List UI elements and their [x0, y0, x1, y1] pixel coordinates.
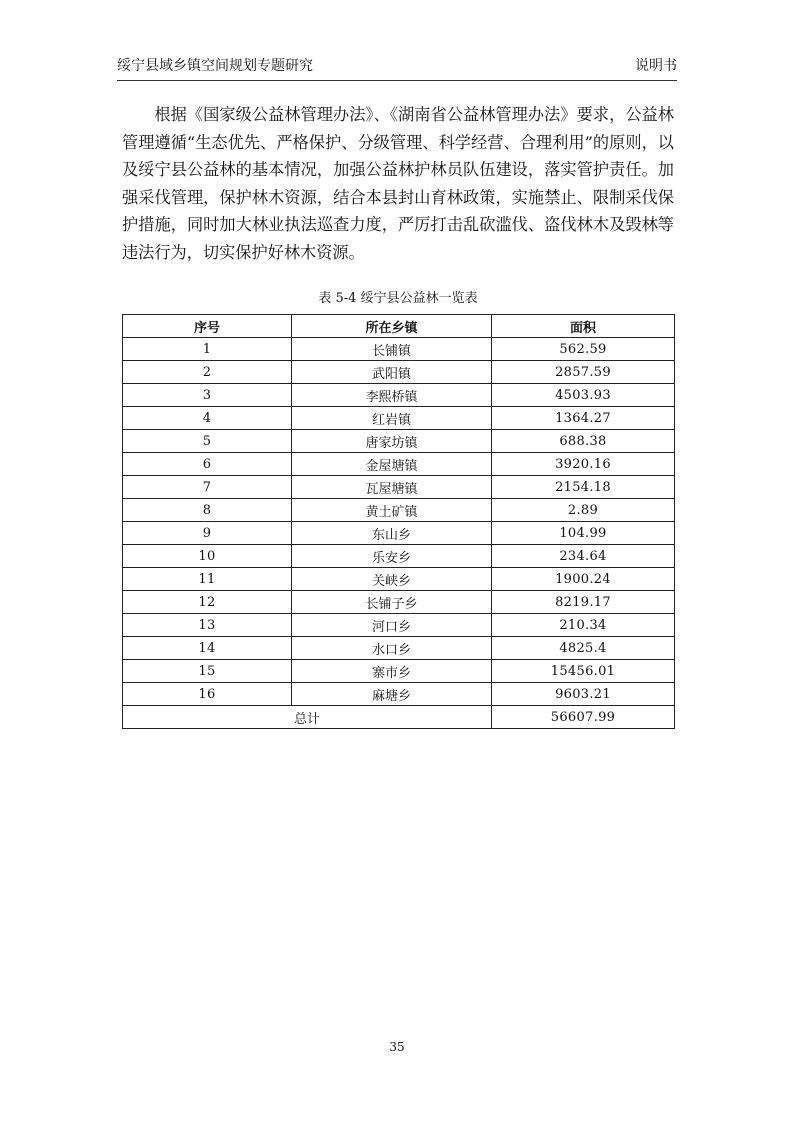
- row-index: 11: [123, 568, 292, 591]
- row-township: 瓦屋塘镇: [292, 476, 492, 499]
- table-row: [123, 637, 675, 660]
- row-area: 8219.17: [492, 591, 675, 614]
- table-row: [123, 545, 675, 568]
- table-row: [123, 660, 675, 683]
- row-index: 15: [123, 660, 292, 683]
- row-area: 2.89: [492, 499, 675, 522]
- row-area: 104.99: [492, 522, 675, 545]
- row-area: 4503.93: [492, 384, 675, 407]
- row-township: 长铺子乡: [292, 591, 492, 614]
- row-index: 9: [123, 522, 292, 545]
- row-index: 14: [123, 637, 292, 660]
- table-row: [123, 522, 675, 545]
- row-index: 2: [123, 361, 292, 384]
- row-township: 李熙桥镇: [292, 384, 492, 407]
- table-row: [123, 361, 675, 384]
- row-township: 武阳镇: [292, 361, 492, 384]
- row-area: 562.59: [492, 338, 675, 361]
- row-index: 4: [123, 407, 292, 430]
- body-paragraph: 根据《国家级公益林管理办法》、《湖南省公益林管理办法》要求，公益林管理遵循“生态优先、严格保护、分级管理、科学经营、合理利用”的原则，以及绥宁县公益林的基本情况，加强公益林护林员队伍建设，落实管护责任。加强采伐管理，保护林木资源，结合本县封山育林政策，实施禁止、限制采伐保护措施，同时加大林业执法巡查力度，严厉打击乱砍滥伐、盗伐林木及毁林等违法行为，切实保护好林木资源。: [122, 105, 674, 262]
- table-row: [123, 476, 675, 499]
- table-row: [123, 683, 675, 706]
- total-value: 56607.99: [492, 706, 675, 729]
- row-township: 长铺镇: [292, 338, 492, 361]
- row-index: 10: [123, 545, 292, 568]
- row-township: 黄土矿镇: [292, 499, 492, 522]
- row-index: 16: [123, 683, 292, 706]
- row-area: 3920.16: [492, 453, 675, 476]
- row-index: 7: [123, 476, 292, 499]
- row-area: 9603.21: [492, 683, 675, 706]
- row-index: 13: [123, 614, 292, 637]
- table-row: [123, 568, 675, 591]
- row-township: 乐安乡: [292, 545, 492, 568]
- row-area: 234.64: [492, 545, 675, 568]
- column-header-index: 序号: [123, 315, 292, 338]
- forest-table: [122, 314, 675, 729]
- row-township: 水口乡: [292, 637, 492, 660]
- row-township: 唐家坊镇: [292, 430, 492, 453]
- table-caption: 表 5-4 绥宁县公益林一览表: [318, 291, 478, 306]
- row-area: 4825.4: [492, 637, 675, 660]
- table-row: [123, 614, 675, 637]
- table-body: [123, 338, 675, 706]
- row-area: 1900.24: [492, 568, 675, 591]
- row-area: 210.34: [492, 614, 675, 637]
- table-row: [123, 591, 675, 614]
- row-area: 688.38: [492, 430, 675, 453]
- table-row: [123, 338, 675, 361]
- row-township: 金屋塘镇: [292, 453, 492, 476]
- row-index: 12: [123, 591, 292, 614]
- column-header-area: 面积: [492, 315, 675, 338]
- row-index: 5: [123, 430, 292, 453]
- row-township: 麻塘乡: [292, 683, 492, 706]
- row-area: 15456.01: [492, 660, 675, 683]
- row-index: 1: [123, 338, 292, 361]
- table-row: [123, 384, 675, 407]
- row-area: 1364.27: [492, 407, 675, 430]
- row-index: 8: [123, 499, 292, 522]
- table-header-row: [123, 315, 675, 338]
- table-row: [123, 407, 675, 430]
- row-township: 关峡乡: [292, 568, 492, 591]
- row-index: 6: [123, 453, 292, 476]
- document-type: 说明书: [635, 58, 677, 74]
- row-township: 寨市乡: [292, 660, 492, 683]
- table-row: [123, 499, 675, 522]
- table-total-row: [123, 706, 675, 729]
- column-header-township: 所在乡镇: [292, 315, 492, 338]
- page-number: 35: [389, 1040, 405, 1054]
- table-row: [123, 453, 675, 476]
- row-index: 3: [123, 384, 292, 407]
- row-township: 河口乡: [292, 614, 492, 637]
- row-area: 2154.18: [492, 476, 675, 499]
- page-header: [117, 56, 677, 81]
- total-label: 总计: [123, 706, 492, 729]
- row-township: 东山乡: [292, 522, 492, 545]
- table-row: [123, 430, 675, 453]
- row-township: 红岩镇: [292, 407, 492, 430]
- row-area: 2857.59: [492, 361, 675, 384]
- document-title: 绥宁县域乡镇空间规划专题研究: [117, 58, 313, 74]
